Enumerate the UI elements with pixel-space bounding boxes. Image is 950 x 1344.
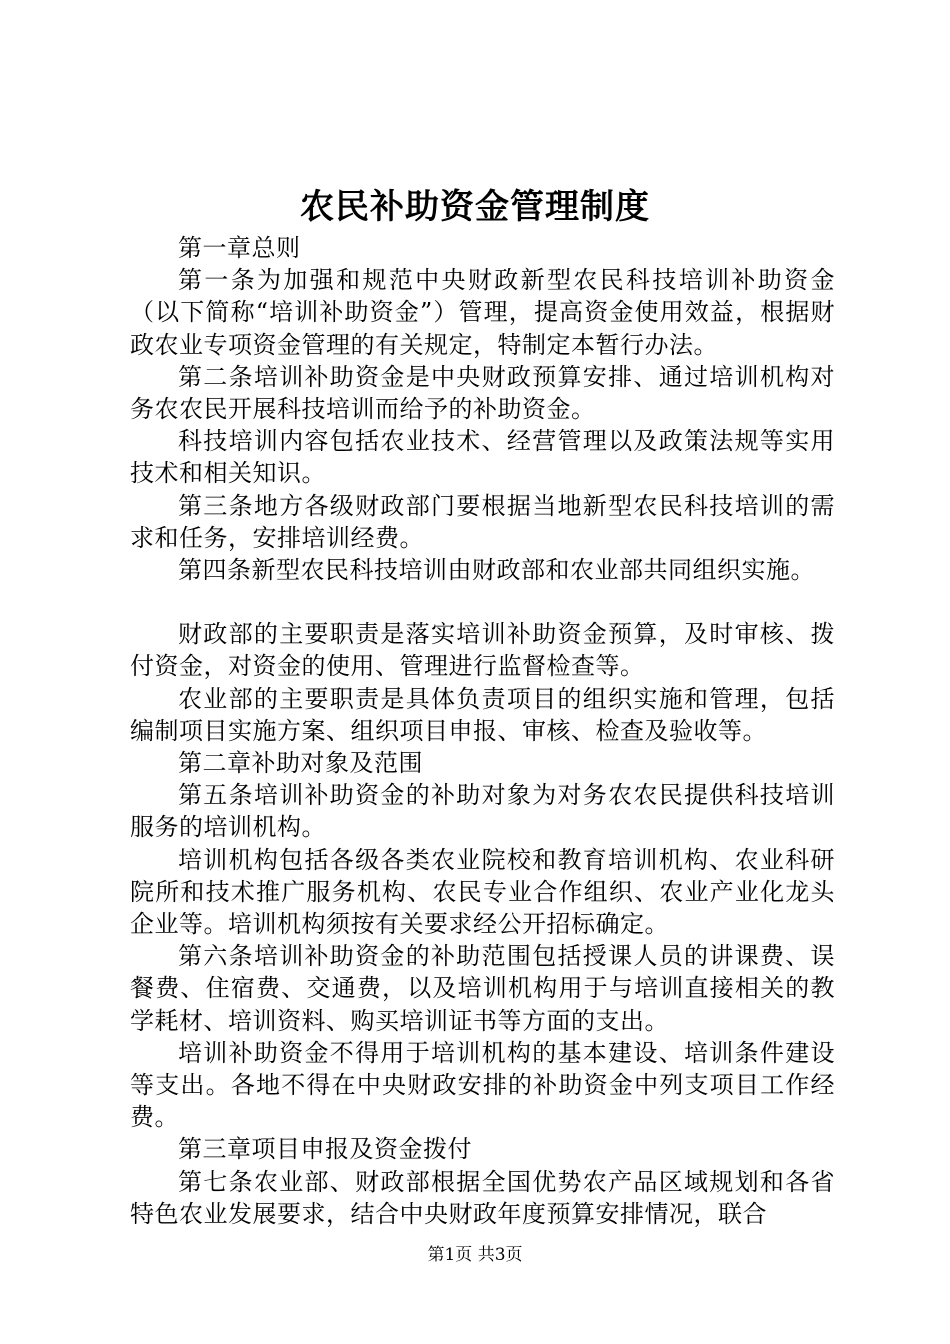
article-paragraph: 培训补助资金不得用于培训机构的基本建设、培训条件建设等支出。各地不得在中央财政安排的补助资金中列支项目工作经费。 (130, 1038, 835, 1132)
page-title: 农民补助资金管理制度 (300, 187, 650, 227)
page-footer: 第1页 共3页 (427, 1245, 523, 1265)
article-paragraph: 财政部的主要职责是落实培训补助资金预算，及时审核、拨付资金，对资金的使用、管理进行监督检查等。 (130, 620, 835, 681)
article-paragraph: 第一条为加强和规范中央财政新型农民科技培训补助资金（以下简称“培训补助资金”）管理，提高资金使用效益，根据财政农业专项资金管理的有关规定，特制定本暂行办法。 (130, 266, 835, 359)
article-paragraph: 第五条培训补助资金的补助对象为对务农农民提供科技培训服务的培训机构。 (130, 781, 835, 842)
document-body (130, 232, 835, 1230)
article-paragraph: 第七条农业部、财政部根据全国优势农产品区域规划和各省特色农业发展要求，结合中央财政年度预算安排情况，联合 (130, 1167, 835, 1228)
article-paragraph: 第四条新型农民科技培训由财政部和农业部共同组织实施。 (178, 556, 815, 585)
article-paragraph: 第二条培训补助资金是中央财政预算安排、通过培训机构对务农农民开展科技培训而给予的补助资金。 (130, 362, 835, 424)
chapter-heading: 第二章补助对象及范围 (178, 749, 423, 778)
chapter-heading: 第三章项目申报及资金拨付 (178, 1135, 472, 1164)
article-paragraph: 第三条地方各级财政部门要根据当地新型农民科技培训的需求和任务，安排培训经费。 (130, 491, 835, 552)
article-paragraph: 农业部的主要职责是具体负责项目的组织实施和管理，包括编制项目实施方案、组织项目申报、审核、检查及验收等。 (130, 684, 835, 745)
article-paragraph: 培训机构包括各级各类农业院校和教育培训机构、农业科研院所和技术推广服务机构、农民专业合作组织、农业产业化龙头企业等。培训机构须按有关要求经公开招标确定。 (130, 845, 835, 939)
article-paragraph: 第六条培训补助资金的补助范围包括授课人员的讲课费、误餐费、住宿费、交通费，以及培训机构用于与培训直接相关的教学耗材、培训资料、购买培训证书等方面的支出。 (130, 942, 835, 1035)
chapter-heading: 第一章总则 (178, 234, 301, 262)
article-paragraph: 科技培训内容包括农业技术、经营管理以及政策法规等实用技术和相关知识。 (130, 427, 835, 488)
